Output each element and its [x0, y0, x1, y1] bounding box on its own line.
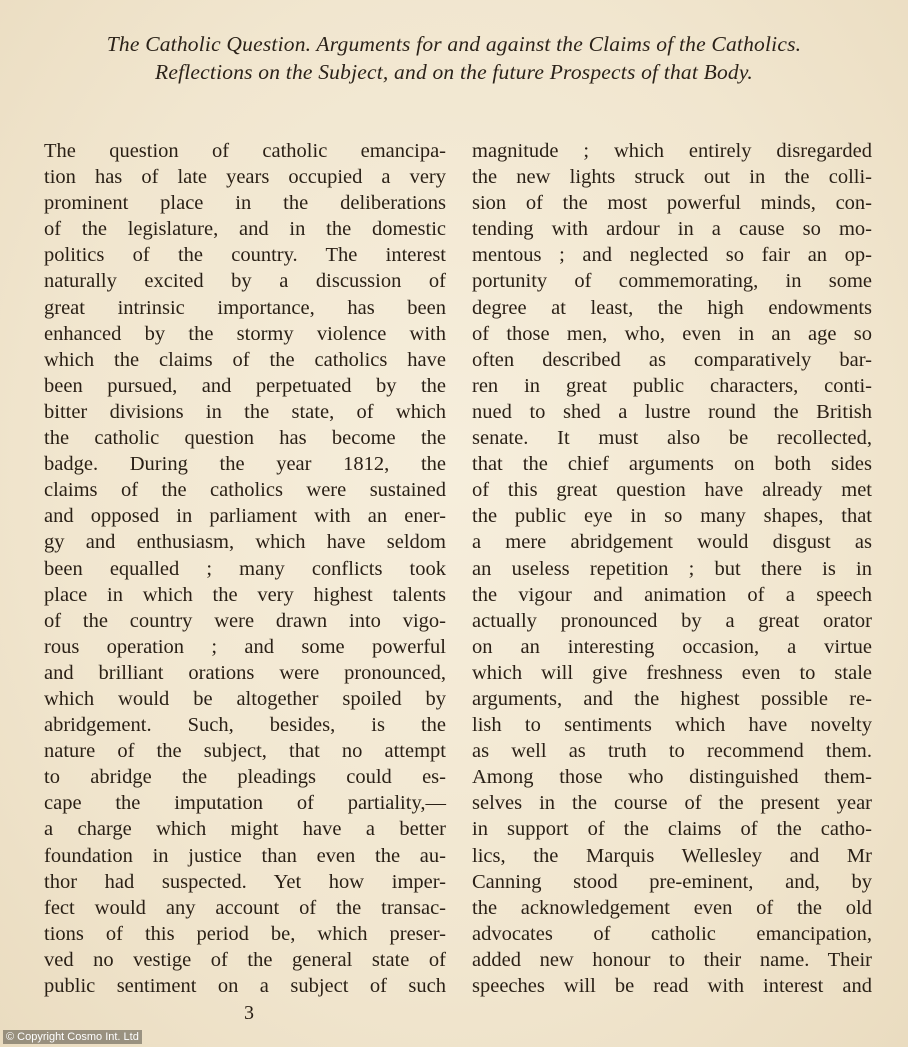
text-line: been pursued, and perpetuated by the [44, 374, 446, 397]
text-line: magnitude ; which entirely disregarded [472, 140, 872, 162]
text-line: rous operation ; and some powerful [44, 635, 446, 658]
text-line: of the legislature, and in the domestic [44, 218, 446, 241]
left-text-column [44, 138, 446, 999]
text-line: arguments, and the highest possible re- [472, 687, 872, 710]
text-line: actually pronounced by a great orator [472, 609, 872, 632]
text-line: thor had suspected. Yet how imper- [44, 870, 446, 893]
text-line: to abridge the pleadings could es- [44, 766, 446, 789]
text-line: of this great question have already met [472, 479, 872, 502]
text-line: the public eye in so many shapes, that [472, 505, 872, 528]
text-line: public sentiment on a subject of such [44, 975, 446, 997]
text-line: an useless repetition ; but there is in [472, 557, 872, 580]
text-line: portunity of commemorating, in some [472, 270, 872, 293]
text-line: tions of this period be, which preser- [44, 922, 446, 945]
text-line: tending with ardour in a cause so mo- [472, 218, 872, 241]
text-line: often described as comparatively bar- [472, 348, 872, 371]
text-line: great intrinsic importance, has been [44, 296, 446, 319]
copyright-notice: © Copyright Cosmo Int. Ltd [3, 1030, 142, 1044]
text-line: selves in the course of the present year [472, 792, 872, 815]
text-line: mentous ; and neglected so fair an op- [472, 244, 872, 267]
text-line: which the claims of the catholics have [44, 348, 446, 371]
text-line: The question of catholic emancipa- [44, 140, 446, 162]
title-line-2: Reflections on the Subject, and on the future Prospects of that Body. [155, 60, 753, 84]
text-line: lish to sentiments which have novelty [472, 714, 872, 737]
text-line: which will give freshness even to stale [472, 661, 872, 684]
text-line: a charge which might have a better [44, 818, 446, 841]
text-line: politics of the country. The interest [44, 244, 446, 267]
text-line: nature of the subject, that no attempt [44, 740, 446, 763]
text-line: ved no vestige of the general state of [44, 948, 446, 971]
text-line: place in which the very highest talents [44, 583, 446, 606]
text-line: enhanced by the stormy violence with [44, 322, 446, 345]
text-line: advocates of catholic emancipation, [472, 922, 872, 945]
text-line: been equalled ; many conflicts took [44, 557, 446, 580]
text-line: abridgement. Such, besides, is the [44, 714, 446, 737]
text-line: Canning stood pre-eminent, and, by [472, 870, 872, 893]
article-title [20, 30, 888, 86]
text-line: as well as truth to recommend them. [472, 740, 872, 763]
text-line: the catholic question has become the [44, 427, 446, 450]
text-line: added new honour to their name. Their [472, 948, 872, 971]
text-line: foundation in justice than even the au- [44, 844, 446, 867]
text-line: nued to shed a lustre round the British [472, 400, 872, 423]
text-line: that the chief arguments on both sides [472, 453, 872, 476]
text-line: the acknowledgement even of the old [472, 896, 872, 919]
text-line: senate. It must also be recollected, [472, 427, 872, 450]
text-line: which would be altogether spoiled by [44, 687, 446, 710]
text-line: in support of the claims of the catho- [472, 818, 872, 841]
text-line: the new lights struck out in the colli- [472, 166, 872, 189]
text-line: bitter divisions in the state, of which [44, 400, 446, 423]
text-line: naturally excited by a discussion of [44, 270, 446, 293]
text-line: the vigour and animation of a speech [472, 583, 872, 606]
text-line: lics, the Marquis Wellesley and Mr [472, 844, 872, 867]
text-line: ren in great public characters, conti- [472, 374, 872, 397]
text-line: sion of the most powerful minds, con- [472, 192, 872, 215]
text-line: of the country were drawn into vigo- [44, 609, 446, 632]
text-line: on an interesting occasion, a virtue [472, 635, 872, 658]
text-line: tion has of late years occupied a very [44, 166, 446, 189]
text-line: and opposed in parliament with an ener- [44, 505, 446, 528]
text-line: claims of the catholics were sustained [44, 479, 446, 502]
text-line: Among those who distinguished them- [472, 766, 872, 789]
text-line: badge. During the year 1812, the [44, 453, 446, 476]
text-line: and brilliant orations were pronounced, [44, 661, 446, 684]
text-line: cape the imputation of partiality,— [44, 792, 446, 815]
title-line-1: The Catholic Question. Arguments for and against the Claims of the Catholics. [106, 32, 802, 56]
page-number: 3 [244, 1002, 254, 1024]
text-line: fect would any account of the transac- [44, 896, 446, 919]
text-line: degree at least, the high endowments [472, 296, 872, 319]
text-line: a mere abridgement would disgust as [472, 531, 872, 554]
text-line: prominent place in the deliberations [44, 192, 446, 215]
text-line: of those men, who, even in an age so [472, 322, 872, 345]
right-text-column [472, 138, 872, 999]
text-line: speeches will be read with interest and [472, 975, 872, 997]
text-line: gy and enthusiasm, which have seldom [44, 531, 446, 554]
